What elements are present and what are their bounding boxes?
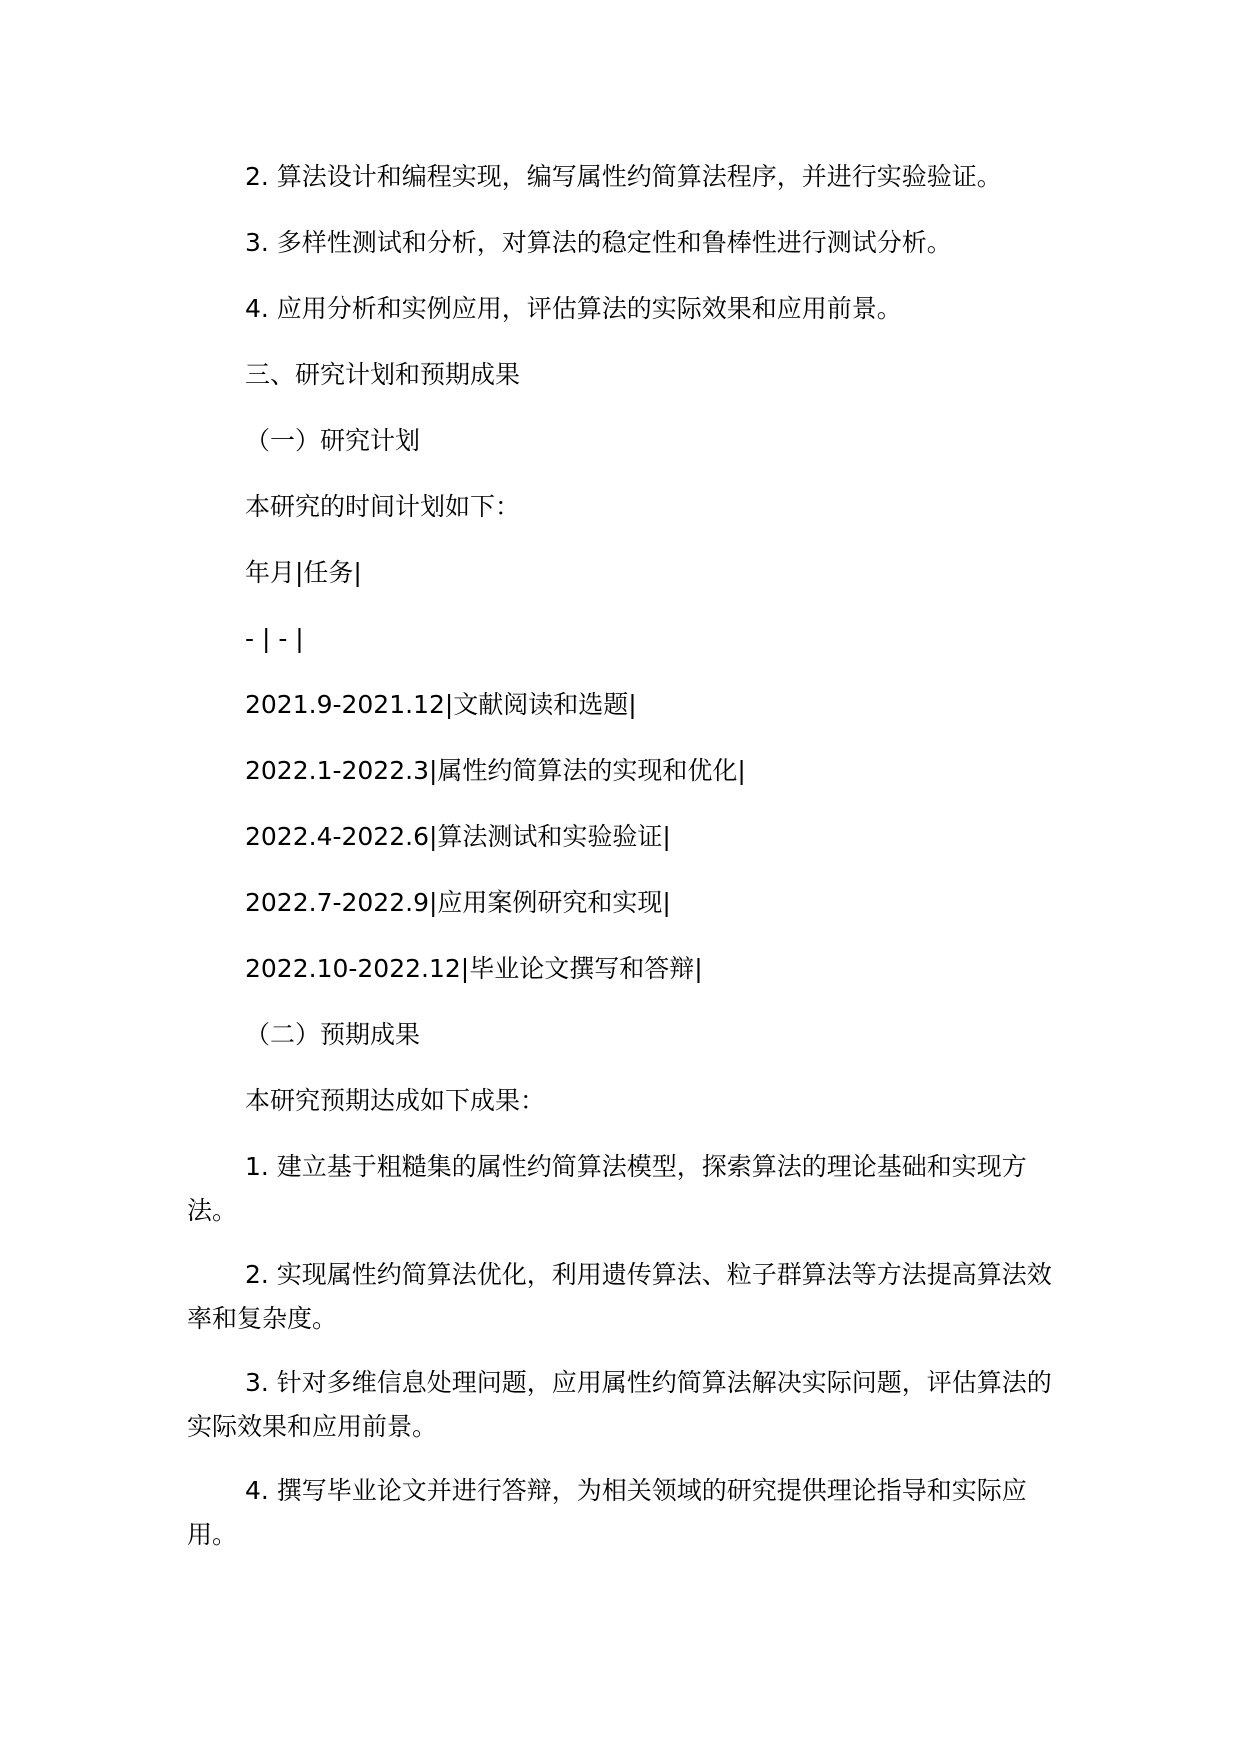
- paragraph-research-item-3: 3. 多样性测试和分析，对算法的稳定性和鲁棒性进行测试分析。: [245, 228, 952, 257]
- document-body: [187, 155, 1057, 1577]
- paragraph-results-intro: 本研究预期达成如下成果：: [245, 1086, 546, 1115]
- schedule-table-row: 2022.7-2022.9|应用案例研究和实现|: [245, 888, 671, 917]
- schedule-table-row: 2021.9-2021.12|文献阅读和选题|: [245, 690, 637, 719]
- schedule-table-separator: - | - |: [245, 624, 304, 653]
- paragraph-result-item-3: 3. 针对多维信息处理问题，应用属性约简算法解决实际问题，评估算法的实际效果和应用前景。: [187, 1368, 1052, 1441]
- paragraph-research-item-2: 2. 算法设计和编程实现，编写属性约简算法程序，并进行实验验证。: [245, 162, 1002, 191]
- paragraph-research-item-4: 4. 应用分析和实例应用，评估算法的实际效果和应用前景。: [245, 294, 902, 323]
- paragraph-result-item-2: 2. 实现属性约简算法优化，利用遗传算法、粒子群算法等方法提高算法效率和复杂度。: [187, 1260, 1052, 1333]
- subsection-heading-expected-results: （二）预期成果: [245, 1020, 421, 1049]
- schedule-table-row: 2022.1-2022.3|属性约简算法的实现和优化|: [245, 756, 746, 785]
- paragraph-result-item-1: 1. 建立基于粗糙集的属性约简算法模型，探索算法的理论基础和实现方法。: [187, 1152, 1027, 1225]
- schedule-table-row: 2022.4-2022.6|算法测试和实验验证|: [245, 822, 671, 851]
- schedule-table-header: 年月|任务|: [245, 558, 362, 587]
- section-heading-plan-and-results: 三、研究计划和预期成果: [245, 360, 521, 389]
- subsection-heading-research-plan: （一）研究计划: [245, 426, 421, 455]
- schedule-table-row: 2022.10-2022.12|毕业论文撰写和答辩|: [245, 954, 703, 983]
- paragraph-result-item-4: 4. 撰写毕业论文并进行答辩，为相关领域的研究提供理论指导和实际应用。: [187, 1476, 1027, 1549]
- paragraph-schedule-intro: 本研究的时间计划如下：: [245, 492, 521, 521]
